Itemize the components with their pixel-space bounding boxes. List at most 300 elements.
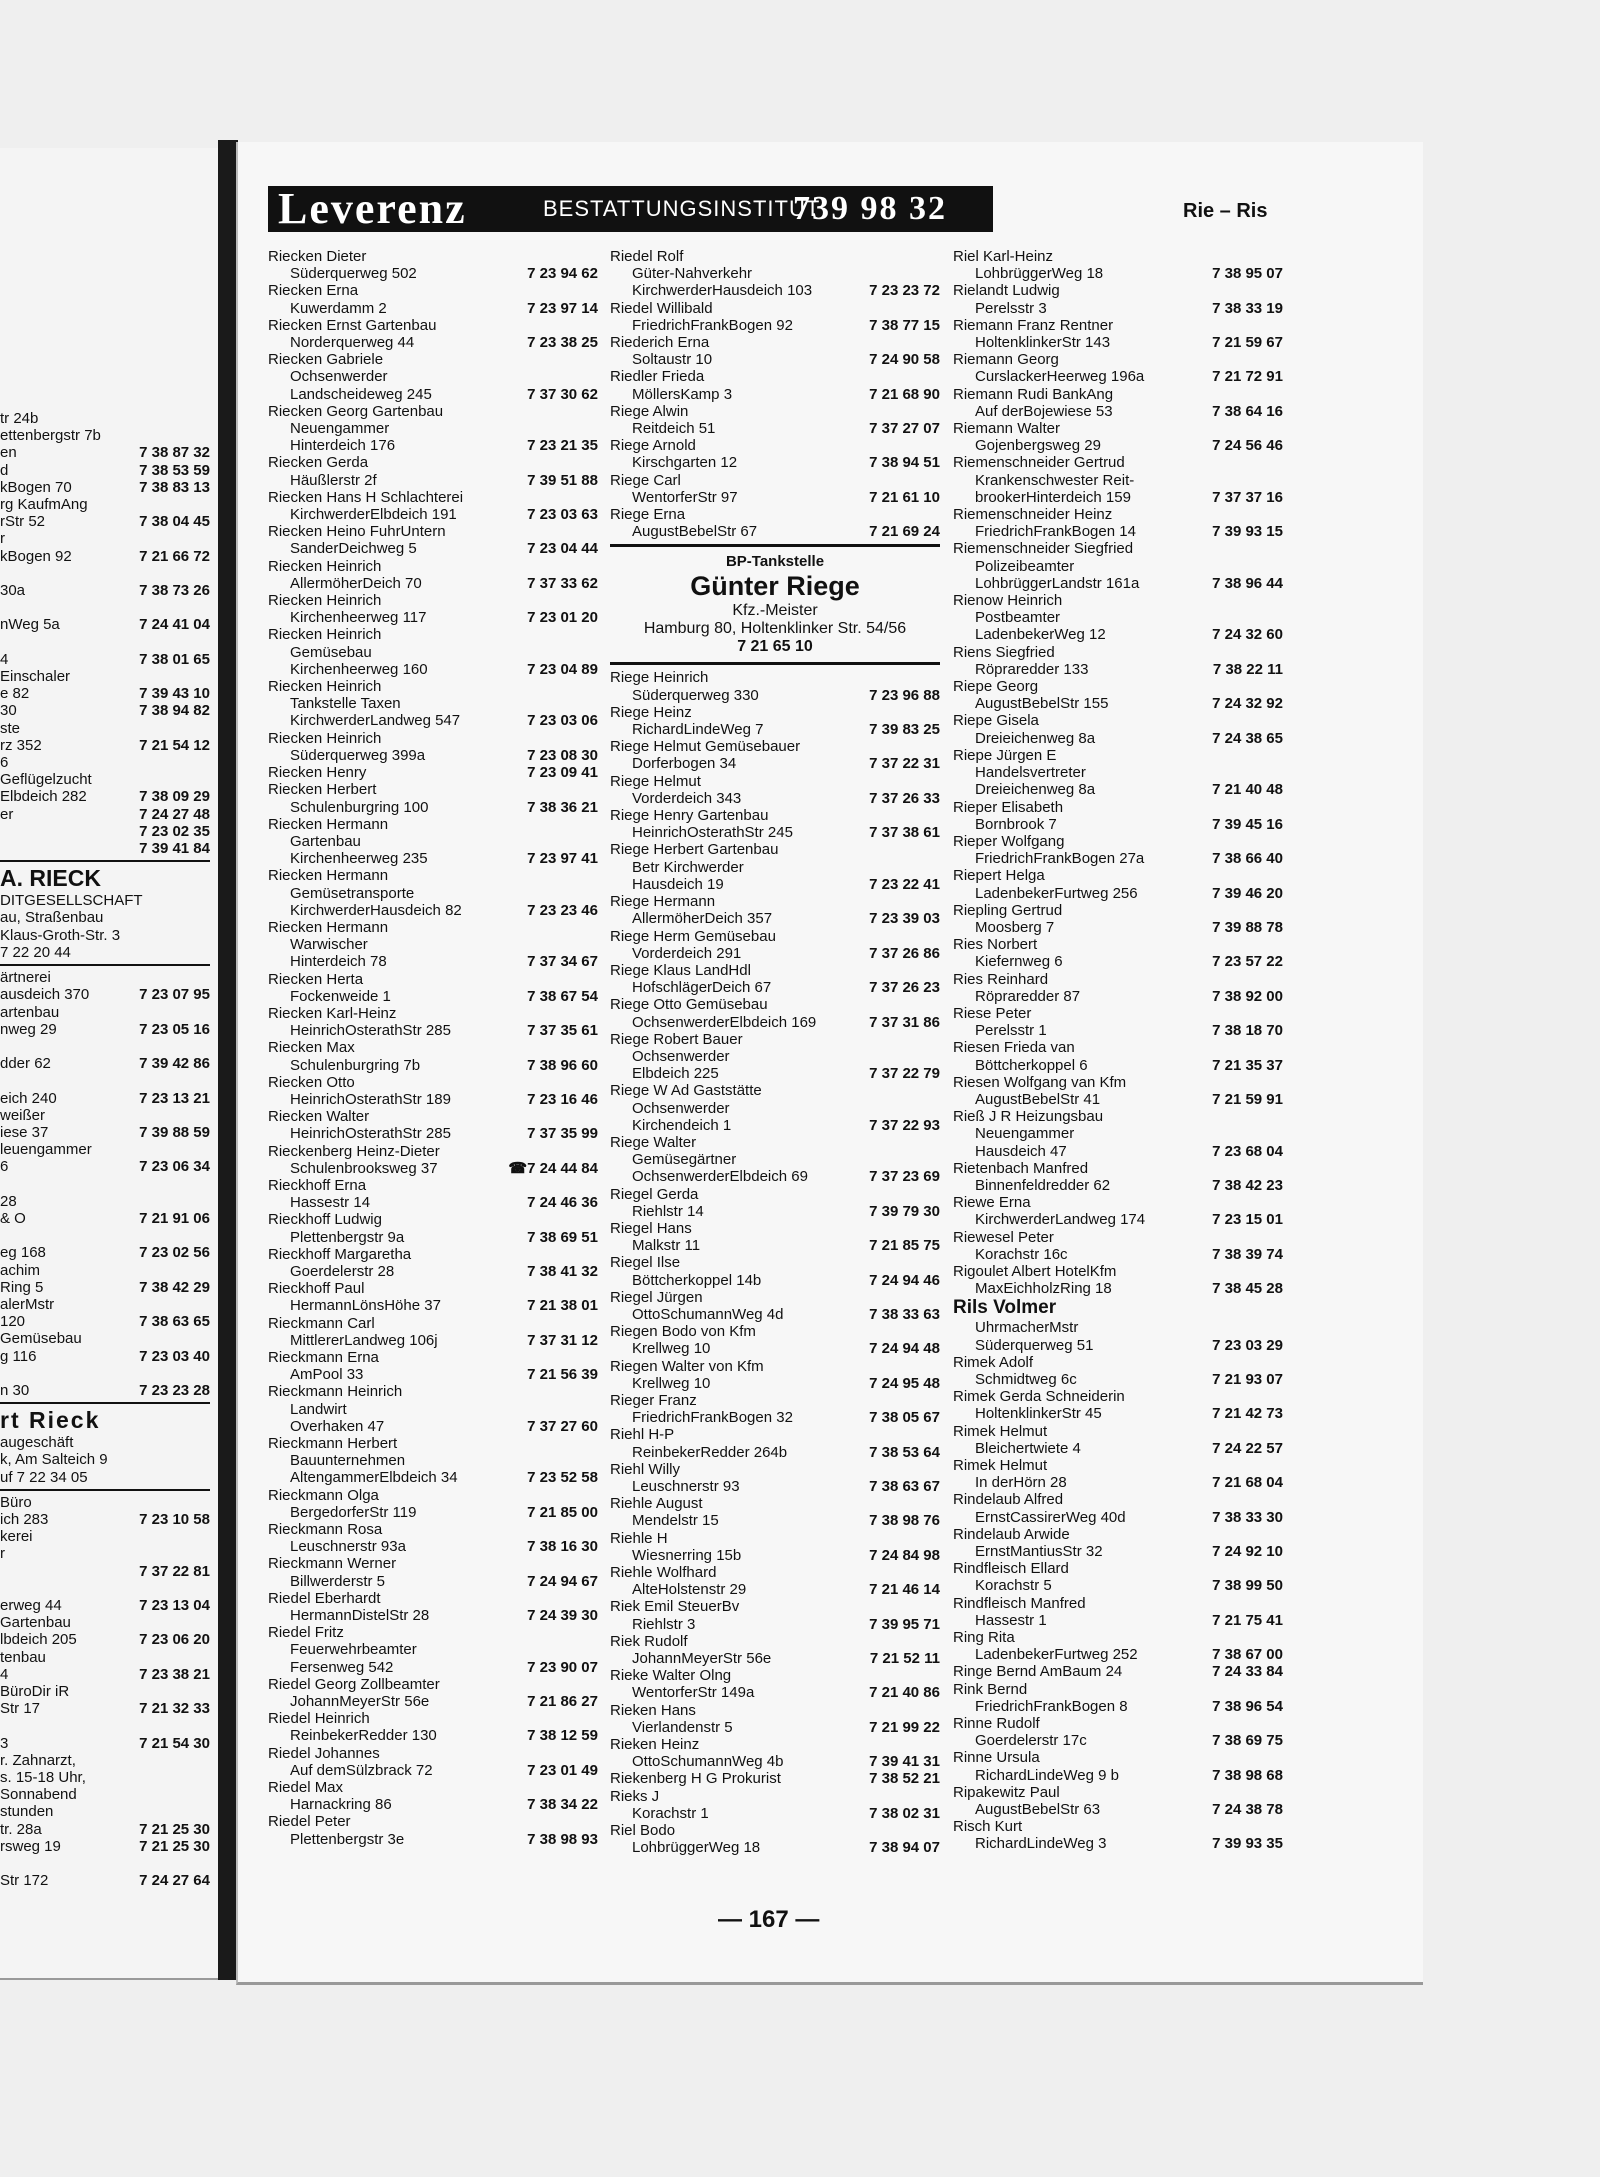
entry-phone: 7 23 52 58 bbox=[527, 1469, 598, 1487]
entry-address: AllermöherDeich 70 bbox=[290, 574, 422, 592]
left-entry-phone: 7 37 22 81 bbox=[139, 1562, 210, 1580]
entry-address: MittlererLandweg 106j bbox=[290, 1331, 438, 1349]
directory-entry bbox=[268, 764, 598, 781]
rieck-ad-line: A. RIECK bbox=[0, 865, 101, 892]
left-entry-line: nWeg 5a bbox=[0, 616, 60, 634]
entry-name: Riegen Bodo von Kfm bbox=[610, 1323, 756, 1341]
entry-address: Mendelstr 15 bbox=[632, 1512, 719, 1530]
entry-phone: 7 23 97 14 bbox=[527, 299, 598, 317]
entry-address: Schmidtweg 6c bbox=[975, 1371, 1077, 1388]
entry-phone: 7 38 33 19 bbox=[1212, 299, 1283, 317]
entry-address: HeinrichOsterathStr 285 bbox=[290, 1022, 451, 1040]
entry-name: Riecken Hermann bbox=[268, 918, 389, 936]
entry-address: Schulenburgring 7b bbox=[290, 1056, 421, 1074]
directory-entry bbox=[268, 867, 598, 919]
left-entry bbox=[0, 1038, 210, 1072]
ad-tagline: BP-Tankstelle bbox=[725, 553, 825, 571]
entry-name: Riege Robert Bauer bbox=[610, 1030, 743, 1048]
entry-phone: 7 38 94 51 bbox=[869, 454, 940, 472]
entry-phone: 7 23 09 41 bbox=[527, 764, 598, 782]
entry-address: Süderquerweg 330 bbox=[632, 686, 759, 704]
entry-address: Bornbrook 7 bbox=[975, 815, 1057, 833]
directory-entry bbox=[610, 1495, 940, 1529]
entry-phone: 7 24 32 92 bbox=[1212, 695, 1283, 713]
entry-name: Rindelaub Alfred bbox=[953, 1491, 1064, 1509]
entry-address: OttoSchumannWeg 4d bbox=[632, 1305, 784, 1323]
left-entry-line: Str 17 bbox=[0, 1700, 41, 1718]
directory-entry bbox=[953, 1715, 1283, 1749]
entry-name: Riedel Eberhardt bbox=[268, 1589, 381, 1607]
left-entry bbox=[0, 720, 210, 754]
entry-name: Riegel Jürgen bbox=[610, 1288, 703, 1306]
left-entry bbox=[0, 840, 210, 857]
entry-phone: 7 38 53 64 bbox=[869, 1443, 940, 1461]
directory-entry bbox=[268, 1435, 598, 1487]
left-entry bbox=[0, 496, 210, 530]
left-entry bbox=[0, 1072, 210, 1106]
directory-entry bbox=[610, 1220, 940, 1254]
entry-address: LadenbekerWeg 12 bbox=[975, 626, 1106, 644]
entry-address: Riehlstr 14 bbox=[632, 1202, 704, 1220]
directory-entry bbox=[268, 1246, 598, 1280]
entry-address: HofschlägerDeich 67 bbox=[632, 979, 772, 997]
left-entry-line: alerMstr bbox=[0, 1295, 55, 1313]
entry-address: AugustBebelStr 155 bbox=[975, 695, 1109, 713]
entry-phone: 7 38 52 21 bbox=[869, 1770, 940, 1788]
left-entry-line: & O bbox=[0, 1209, 26, 1227]
directory-entry bbox=[610, 1667, 940, 1701]
directory-entry bbox=[953, 1263, 1283, 1297]
entry-address: Soltaustr 10 bbox=[632, 351, 713, 369]
entry-phone: 7 38 98 76 bbox=[869, 1512, 940, 1530]
entry-name: Riemann Franz Rentner bbox=[953, 316, 1114, 334]
entry-address: Elbdeich 225 bbox=[632, 1065, 719, 1083]
entry-phone: 7 38 45 28 bbox=[1212, 1280, 1283, 1298]
left-entry-phone: 7 21 66 72 bbox=[139, 547, 210, 565]
directory-entry bbox=[610, 1822, 940, 1856]
entry-phone: 7 23 39 03 bbox=[869, 910, 940, 928]
left-entry bbox=[0, 410, 210, 462]
entry-name: Riepe Georg bbox=[953, 678, 1039, 696]
left-entry bbox=[0, 1683, 210, 1717]
left-entry-line: ste bbox=[0, 719, 21, 737]
entry-address: Gartenbau bbox=[290, 832, 361, 850]
left-entry-phone: 7 39 43 10 bbox=[139, 685, 210, 703]
entry-address: Süderquerweg 51 bbox=[975, 1336, 1094, 1354]
left-entry-phone: 7 24 27 64 bbox=[139, 1872, 210, 1890]
entry-address: Wiesnerring 15b bbox=[632, 1546, 742, 1564]
entry-phone: 7 21 40 86 bbox=[869, 1684, 940, 1702]
entry-address: Neuengammer bbox=[290, 420, 390, 438]
directory-entry bbox=[268, 1624, 598, 1676]
entry-address: Feuerwehrbeamter bbox=[290, 1641, 417, 1659]
directory-entry bbox=[610, 437, 940, 471]
left-entry-phone: 7 23 02 35 bbox=[139, 822, 210, 840]
entry-name: Riecken Heinrich bbox=[268, 678, 382, 696]
left-entry-phone: 7 23 10 58 bbox=[139, 1510, 210, 1528]
directory-entry bbox=[268, 730, 598, 764]
entry-address: Tankstelle Taxen bbox=[290, 695, 401, 713]
brand-phone: 739 98 32 bbox=[793, 190, 947, 227]
left-entry bbox=[0, 1717, 210, 1751]
directory-entry bbox=[268, 1710, 598, 1744]
left-entry-line: lbdeich 205 bbox=[0, 1631, 77, 1649]
left-entry bbox=[0, 1580, 210, 1614]
entry-name: Riecken Herbert bbox=[268, 781, 377, 799]
directory-entry bbox=[953, 1108, 1283, 1160]
entry-address: FriedrichFrankBogen 8 bbox=[975, 1697, 1128, 1715]
entry-address: HoltenklinkerStr 45 bbox=[975, 1405, 1102, 1423]
entry-phone: 7 38 98 68 bbox=[1212, 1766, 1283, 1784]
page-range: Rie – Ris bbox=[1183, 200, 1268, 222]
entry-phone: 7 24 32 60 bbox=[1212, 626, 1283, 644]
ad-name: Günter Riege bbox=[690, 571, 860, 602]
rieck2-ad-line: augeschäft bbox=[0, 1434, 74, 1452]
entry-phone: 7 21 46 14 bbox=[869, 1581, 940, 1599]
entry-name: Riemenschneider Heinz bbox=[953, 506, 1113, 524]
left-entry bbox=[0, 1176, 210, 1228]
entry-phone: 7 24 94 46 bbox=[869, 1271, 940, 1289]
brand-name: Leverenz bbox=[278, 184, 467, 233]
directory-entry bbox=[268, 1280, 598, 1314]
entry-name: Riehl Willy bbox=[610, 1460, 681, 1478]
entry-address: Binnenfeldredder 62 bbox=[975, 1176, 1111, 1194]
directory-entry bbox=[953, 678, 1283, 712]
entry-phone: 7 23 03 06 bbox=[527, 712, 598, 730]
entry-phone: 7 21 86 27 bbox=[527, 1693, 598, 1711]
entry-address: Landwirt bbox=[290, 1400, 347, 1418]
entry-phone: 7 39 93 15 bbox=[1212, 523, 1283, 541]
entry-phone: 7 23 23 46 bbox=[527, 901, 598, 919]
entry-address: Postbeamter bbox=[975, 609, 1061, 627]
directory-entry bbox=[268, 1745, 598, 1779]
entry-name: Rieken Hans bbox=[610, 1701, 696, 1719]
entry-address: ErnstMantiusStr 32 bbox=[975, 1543, 1103, 1561]
directory-entry bbox=[610, 403, 940, 437]
entry-phone: 7 23 01 20 bbox=[527, 609, 598, 627]
entry-address: Korachstr 1 bbox=[632, 1804, 709, 1822]
entry-phone: 7 21 69 24 bbox=[869, 523, 940, 541]
left-entry-line: tenbau bbox=[0, 1648, 46, 1666]
entry-address: Bleichertwiete 4 bbox=[975, 1439, 1081, 1457]
left-entry-phone: 7 39 88 59 bbox=[139, 1123, 210, 1141]
directory-entry bbox=[610, 1254, 940, 1288]
entry-name: Rieke Walter Olng bbox=[610, 1667, 732, 1685]
entry-phone: 7 38 16 30 bbox=[527, 1538, 598, 1556]
rieck2-ad-line: uf 7 22 34 05 bbox=[0, 1468, 88, 1486]
directory-entry bbox=[953, 540, 1283, 592]
directory-entry bbox=[610, 928, 940, 962]
directory-entry bbox=[610, 1788, 940, 1822]
directory-entry bbox=[610, 841, 940, 893]
directory-entry bbox=[953, 833, 1283, 867]
entry-phone: 7 38 96 60 bbox=[527, 1056, 598, 1074]
left-entry bbox=[0, 565, 210, 599]
directory-entry bbox=[268, 781, 598, 815]
left-entry-phone: 7 21 54 30 bbox=[139, 1734, 210, 1752]
left-entry bbox=[0, 806, 210, 823]
entry-address: Plettenbergstr 3e bbox=[290, 1830, 405, 1848]
entry-name: Riemann Georg bbox=[953, 351, 1059, 369]
entry-address: Leuschnerstr 93a bbox=[290, 1538, 406, 1556]
entry-phone: 7 24 38 78 bbox=[1212, 1801, 1283, 1819]
entry-name: Ries Reinhard bbox=[953, 970, 1049, 988]
entry-name: Riecken Herta bbox=[268, 970, 364, 988]
left-entry-line: r bbox=[0, 530, 5, 548]
left-entry-line: 3 bbox=[0, 1734, 9, 1752]
left-entry-phone: 7 38 87 32 bbox=[139, 444, 210, 462]
left-entry-line: leuengammer bbox=[0, 1141, 92, 1159]
entry-name: Riege Carl bbox=[610, 471, 681, 489]
left-entry-line: artenbau bbox=[0, 1003, 60, 1021]
entry-phone: 7 23 96 88 bbox=[869, 686, 940, 704]
entry-phone: 7 37 22 79 bbox=[869, 1065, 940, 1083]
entry-address: UhrmacherMstr bbox=[975, 1319, 1079, 1337]
directory-entry bbox=[953, 1663, 1283, 1680]
left-entry-line: BüroDir iR bbox=[0, 1683, 70, 1701]
left-entry-line: ich 283 bbox=[0, 1510, 49, 1528]
entry-phone: 7 23 03 29 bbox=[1212, 1336, 1283, 1354]
entry-phone: 7 24 94 48 bbox=[869, 1340, 940, 1358]
entry-name: Riege Helmut bbox=[610, 772, 701, 790]
left-entry-line: r. Zahnarzt, bbox=[0, 1751, 76, 1769]
entry-name: Rils Volmer bbox=[953, 1297, 1057, 1319]
directory-entry bbox=[268, 1779, 598, 1813]
entry-name: Rimek Adolf bbox=[953, 1353, 1034, 1371]
entry-name: Rieckhoff Ludwig bbox=[268, 1211, 382, 1229]
entry-name: Riel Karl-Heinz bbox=[953, 248, 1054, 265]
entry-name: Rieckenberg Heinz-Dieter bbox=[268, 1142, 440, 1160]
entry-name: Riedel Georg Zollbeamter bbox=[268, 1675, 440, 1693]
left-entry bbox=[0, 1107, 210, 1141]
entry-address: Hassestr 14 bbox=[290, 1194, 371, 1212]
entry-address: ReinbekerRedder 264b bbox=[632, 1443, 788, 1461]
left-entry-line: Gartenbau bbox=[0, 1614, 71, 1632]
directory-entry bbox=[610, 1702, 940, 1736]
divider-rule bbox=[0, 860, 210, 862]
entry-address: Häußlerstr 2f bbox=[290, 471, 377, 489]
entry-name: Riecken Dieter bbox=[268, 248, 367, 265]
directory-entry bbox=[268, 1074, 598, 1108]
entry-name: Riek Emil SteuerBv bbox=[610, 1598, 740, 1616]
entry-name: Riekenberg H G Prokurist bbox=[610, 1770, 781, 1788]
ad-address: Hamburg 80, Holtenklinker Str. 54/56 bbox=[643, 620, 907, 638]
directory-entry bbox=[953, 712, 1283, 746]
directory-entry bbox=[268, 454, 598, 488]
left-entry-phone: 7 38 01 65 bbox=[139, 650, 210, 668]
left-entry-line: e 82 bbox=[0, 685, 30, 703]
entry-phone: 7 24 33 84 bbox=[1212, 1663, 1283, 1681]
entry-address: Gemüsegärtner bbox=[632, 1151, 737, 1169]
directory-entry bbox=[268, 1676, 598, 1710]
entry-name: Rieckmann Herbert bbox=[268, 1435, 398, 1453]
left-entry-line bbox=[0, 1855, 210, 1872]
entry-phone: 7 38 95 07 bbox=[1212, 265, 1283, 283]
entry-address: Goerdelerstr 17c bbox=[975, 1732, 1087, 1750]
left-entry-line: 6 bbox=[0, 754, 9, 772]
directory-entry bbox=[610, 1426, 940, 1460]
entry-name: Rindfleisch Ellard bbox=[953, 1560, 1069, 1578]
left-entry-phone: 7 38 04 45 bbox=[139, 513, 210, 531]
entry-phone: 7 21 59 91 bbox=[1212, 1090, 1283, 1108]
entry-name: Riecken Heinrich bbox=[268, 557, 382, 575]
entry-address: Schulenbrooksweg 37 bbox=[290, 1159, 438, 1177]
entry-phone: 7 21 59 67 bbox=[1212, 334, 1283, 352]
entry-phone: 7 23 38 25 bbox=[527, 334, 598, 352]
entry-name: Riepe Jürgen E bbox=[953, 746, 1057, 764]
left-entry-phone: 7 39 41 84 bbox=[139, 840, 210, 858]
directory-entry bbox=[268, 1383, 598, 1435]
entry-name: Riecken Henry bbox=[268, 764, 367, 782]
left-entry-line: 4 bbox=[0, 1665, 9, 1683]
entry-name: Rimek Gerda Schneiderin bbox=[953, 1388, 1125, 1406]
entry-phone: 7 37 30 62 bbox=[527, 385, 598, 403]
advertisement-box bbox=[610, 544, 940, 665]
entry-name: Rieß J R Heizungsbau bbox=[953, 1108, 1104, 1126]
directory-entry bbox=[953, 317, 1283, 351]
page-number: — 167 — bbox=[718, 1906, 820, 1933]
left-entry-line: n 30 bbox=[0, 1381, 30, 1399]
entry-address: Röpraredder 87 bbox=[975, 987, 1081, 1005]
left-entry-line: 30a bbox=[0, 582, 26, 600]
left-entry-phone: 7 38 83 13 bbox=[139, 478, 210, 496]
entry-phone: 7 38 33 63 bbox=[869, 1305, 940, 1323]
entry-address: Röpraredder 133 bbox=[975, 660, 1089, 678]
left-entry bbox=[0, 1838, 210, 1855]
entry-phone: 7 23 23 72 bbox=[869, 282, 940, 300]
entry-phone: 7 21 75 41 bbox=[1212, 1611, 1283, 1629]
entry-name: Riens Siegfried bbox=[953, 643, 1055, 661]
entry-phone: 7 38 64 16 bbox=[1212, 402, 1283, 420]
entry-name: Riedel Peter bbox=[268, 1813, 351, 1831]
entry-address: KirchwerderHausdeich 82 bbox=[290, 901, 462, 919]
entry-name: Riecken Heinrich bbox=[268, 592, 382, 610]
directory-entry bbox=[610, 368, 940, 402]
left-entry-phone: 7 23 13 04 bbox=[139, 1597, 210, 1614]
entry-phone: 7 23 90 07 bbox=[527, 1658, 598, 1676]
directory-entry bbox=[953, 1229, 1283, 1263]
left-entry-phone: 7 21 32 33 bbox=[139, 1700, 210, 1718]
entry-phone: 7 24 46 36 bbox=[527, 1194, 598, 1212]
entry-name: Risch Kurt bbox=[953, 1818, 1023, 1836]
entry-address: Korachstr 5 bbox=[975, 1577, 1052, 1595]
entry-address: KirchwerderHausdeich 103 bbox=[632, 282, 813, 300]
left-entry bbox=[0, 1227, 210, 1261]
entry-name: Rinne Ursula bbox=[953, 1749, 1040, 1767]
entry-name: Ripakewitz Paul bbox=[953, 1783, 1060, 1801]
entry-address: Schulenburgring 100 bbox=[290, 798, 429, 816]
entry-address: LohbrüggerWeg 18 bbox=[975, 265, 1104, 283]
left-entry-line bbox=[0, 1072, 210, 1089]
entry-address: Süderquerweg 502 bbox=[290, 265, 417, 283]
left-entry-line: Geflügelzucht bbox=[0, 771, 92, 789]
entry-name: Riecken Gerda bbox=[268, 454, 369, 472]
entry-phone: 7 38 96 54 bbox=[1212, 1697, 1283, 1715]
entry-address: Kuwerdamm 2 bbox=[290, 299, 387, 317]
divider-rule bbox=[0, 1489, 210, 1491]
entry-address: OttoSchumannWeg 4b bbox=[632, 1753, 784, 1771]
entry-address: Kirchenheerweg 160 bbox=[290, 660, 428, 678]
entry-address: SanderDeichweg 5 bbox=[290, 540, 417, 558]
left-entry bbox=[0, 1262, 210, 1296]
left-entry-line: eich 240 bbox=[0, 1089, 57, 1107]
entry-phone: 7 21 68 90 bbox=[869, 385, 940, 403]
entry-phone: 7 38 05 67 bbox=[869, 1409, 940, 1427]
entry-phone: 7 23 22 41 bbox=[869, 875, 940, 893]
directory-entry bbox=[610, 248, 940, 300]
entry-name: Rimek Helmut bbox=[953, 1422, 1048, 1440]
entry-address: ErnstCassirerWeg 40d bbox=[975, 1508, 1126, 1526]
entry-phone: 7 38 34 22 bbox=[527, 1796, 598, 1814]
entry-address: HeinrichOsterathStr 189 bbox=[290, 1090, 451, 1108]
entry-name: Riege Helmut Gemüsebauer bbox=[610, 738, 801, 756]
left-entry-line: Gemüsebau bbox=[0, 1330, 82, 1348]
entry-address: FriedrichFrankBogen 27a bbox=[975, 850, 1145, 868]
left-entry-line: nweg 29 bbox=[0, 1020, 57, 1038]
entry-phone: 7 37 27 07 bbox=[869, 420, 940, 438]
directory-entry bbox=[953, 1354, 1283, 1388]
entry-name: Riepe Gisela bbox=[953, 712, 1039, 730]
directory-entry bbox=[953, 1595, 1283, 1629]
entry-phone: 7 21 35 37 bbox=[1212, 1056, 1283, 1074]
entry-address: Ochsenwerder bbox=[632, 1047, 730, 1065]
entry-name: Riedel Willibald bbox=[610, 299, 713, 317]
left-entry-phone: 7 23 13 21 bbox=[139, 1089, 210, 1107]
left-entry-phone: 7 24 41 04 bbox=[139, 616, 210, 634]
entry-name: Riege Henry Gartenbau bbox=[610, 807, 769, 825]
entry-name: Riek Rudolf bbox=[610, 1632, 688, 1650]
entry-phone: 7 37 23 69 bbox=[869, 1168, 940, 1186]
left-entry bbox=[0, 1365, 210, 1399]
entry-phone: 7 23 68 04 bbox=[1212, 1142, 1283, 1160]
entry-address: Kirchendeich 1 bbox=[632, 1116, 732, 1134]
entry-address: Böttcherkoppel 6 bbox=[975, 1056, 1088, 1074]
left-entry-line: tr. 28a bbox=[0, 1820, 42, 1838]
entry-name: Riederich Erna bbox=[610, 334, 710, 352]
entry-name: Riecken Hermann bbox=[268, 815, 389, 833]
entry-address: Bauunternehmen bbox=[290, 1452, 406, 1470]
left-entry bbox=[0, 1004, 210, 1038]
left-entry-phone: 7 24 27 48 bbox=[139, 805, 210, 823]
entry-address: Harnackring 86 bbox=[290, 1796, 392, 1814]
entry-phone: 7 38 69 75 bbox=[1212, 1732, 1283, 1750]
entry-name: Riegel Gerda bbox=[610, 1185, 699, 1203]
entry-phone: 7 37 33 62 bbox=[527, 574, 598, 592]
entry-phone: 7 39 93 35 bbox=[1212, 1835, 1283, 1853]
entry-address: Kirschgarten 12 bbox=[632, 454, 738, 472]
entry-phone: 7 24 39 30 bbox=[527, 1607, 598, 1625]
entry-address: Hinterdeich 176 bbox=[290, 437, 396, 455]
left-entry-line: 30 bbox=[0, 702, 17, 720]
directory-entry bbox=[953, 1526, 1283, 1560]
directory-entry bbox=[953, 1423, 1283, 1457]
entry-phone: 7 37 26 33 bbox=[869, 789, 940, 807]
left-entry-line: erweg 44 bbox=[0, 1597, 62, 1614]
left-entry-phone: 7 38 53 59 bbox=[139, 461, 210, 479]
entry-address: Dreieichenweg 8a bbox=[975, 729, 1096, 747]
entry-address: Fockenweide 1 bbox=[290, 987, 391, 1005]
directory-entry bbox=[610, 996, 940, 1030]
rieck2-ad-line: rt Rieck bbox=[0, 1407, 101, 1434]
entry-name: Riege Heinz bbox=[610, 703, 692, 721]
entry-address: Korachstr 16c bbox=[975, 1245, 1068, 1263]
left-entry-line: Elbdeich 282 bbox=[0, 788, 87, 806]
entry-name: Riemenschneider Gertrud bbox=[953, 454, 1125, 472]
entry-phone: 7 21 52 11 bbox=[869, 1650, 940, 1668]
entry-address: Auf demSülzbrack 72 bbox=[290, 1761, 433, 1779]
directory-entry bbox=[268, 1349, 598, 1383]
entry-phone: 7 38 92 00 bbox=[1212, 987, 1283, 1005]
